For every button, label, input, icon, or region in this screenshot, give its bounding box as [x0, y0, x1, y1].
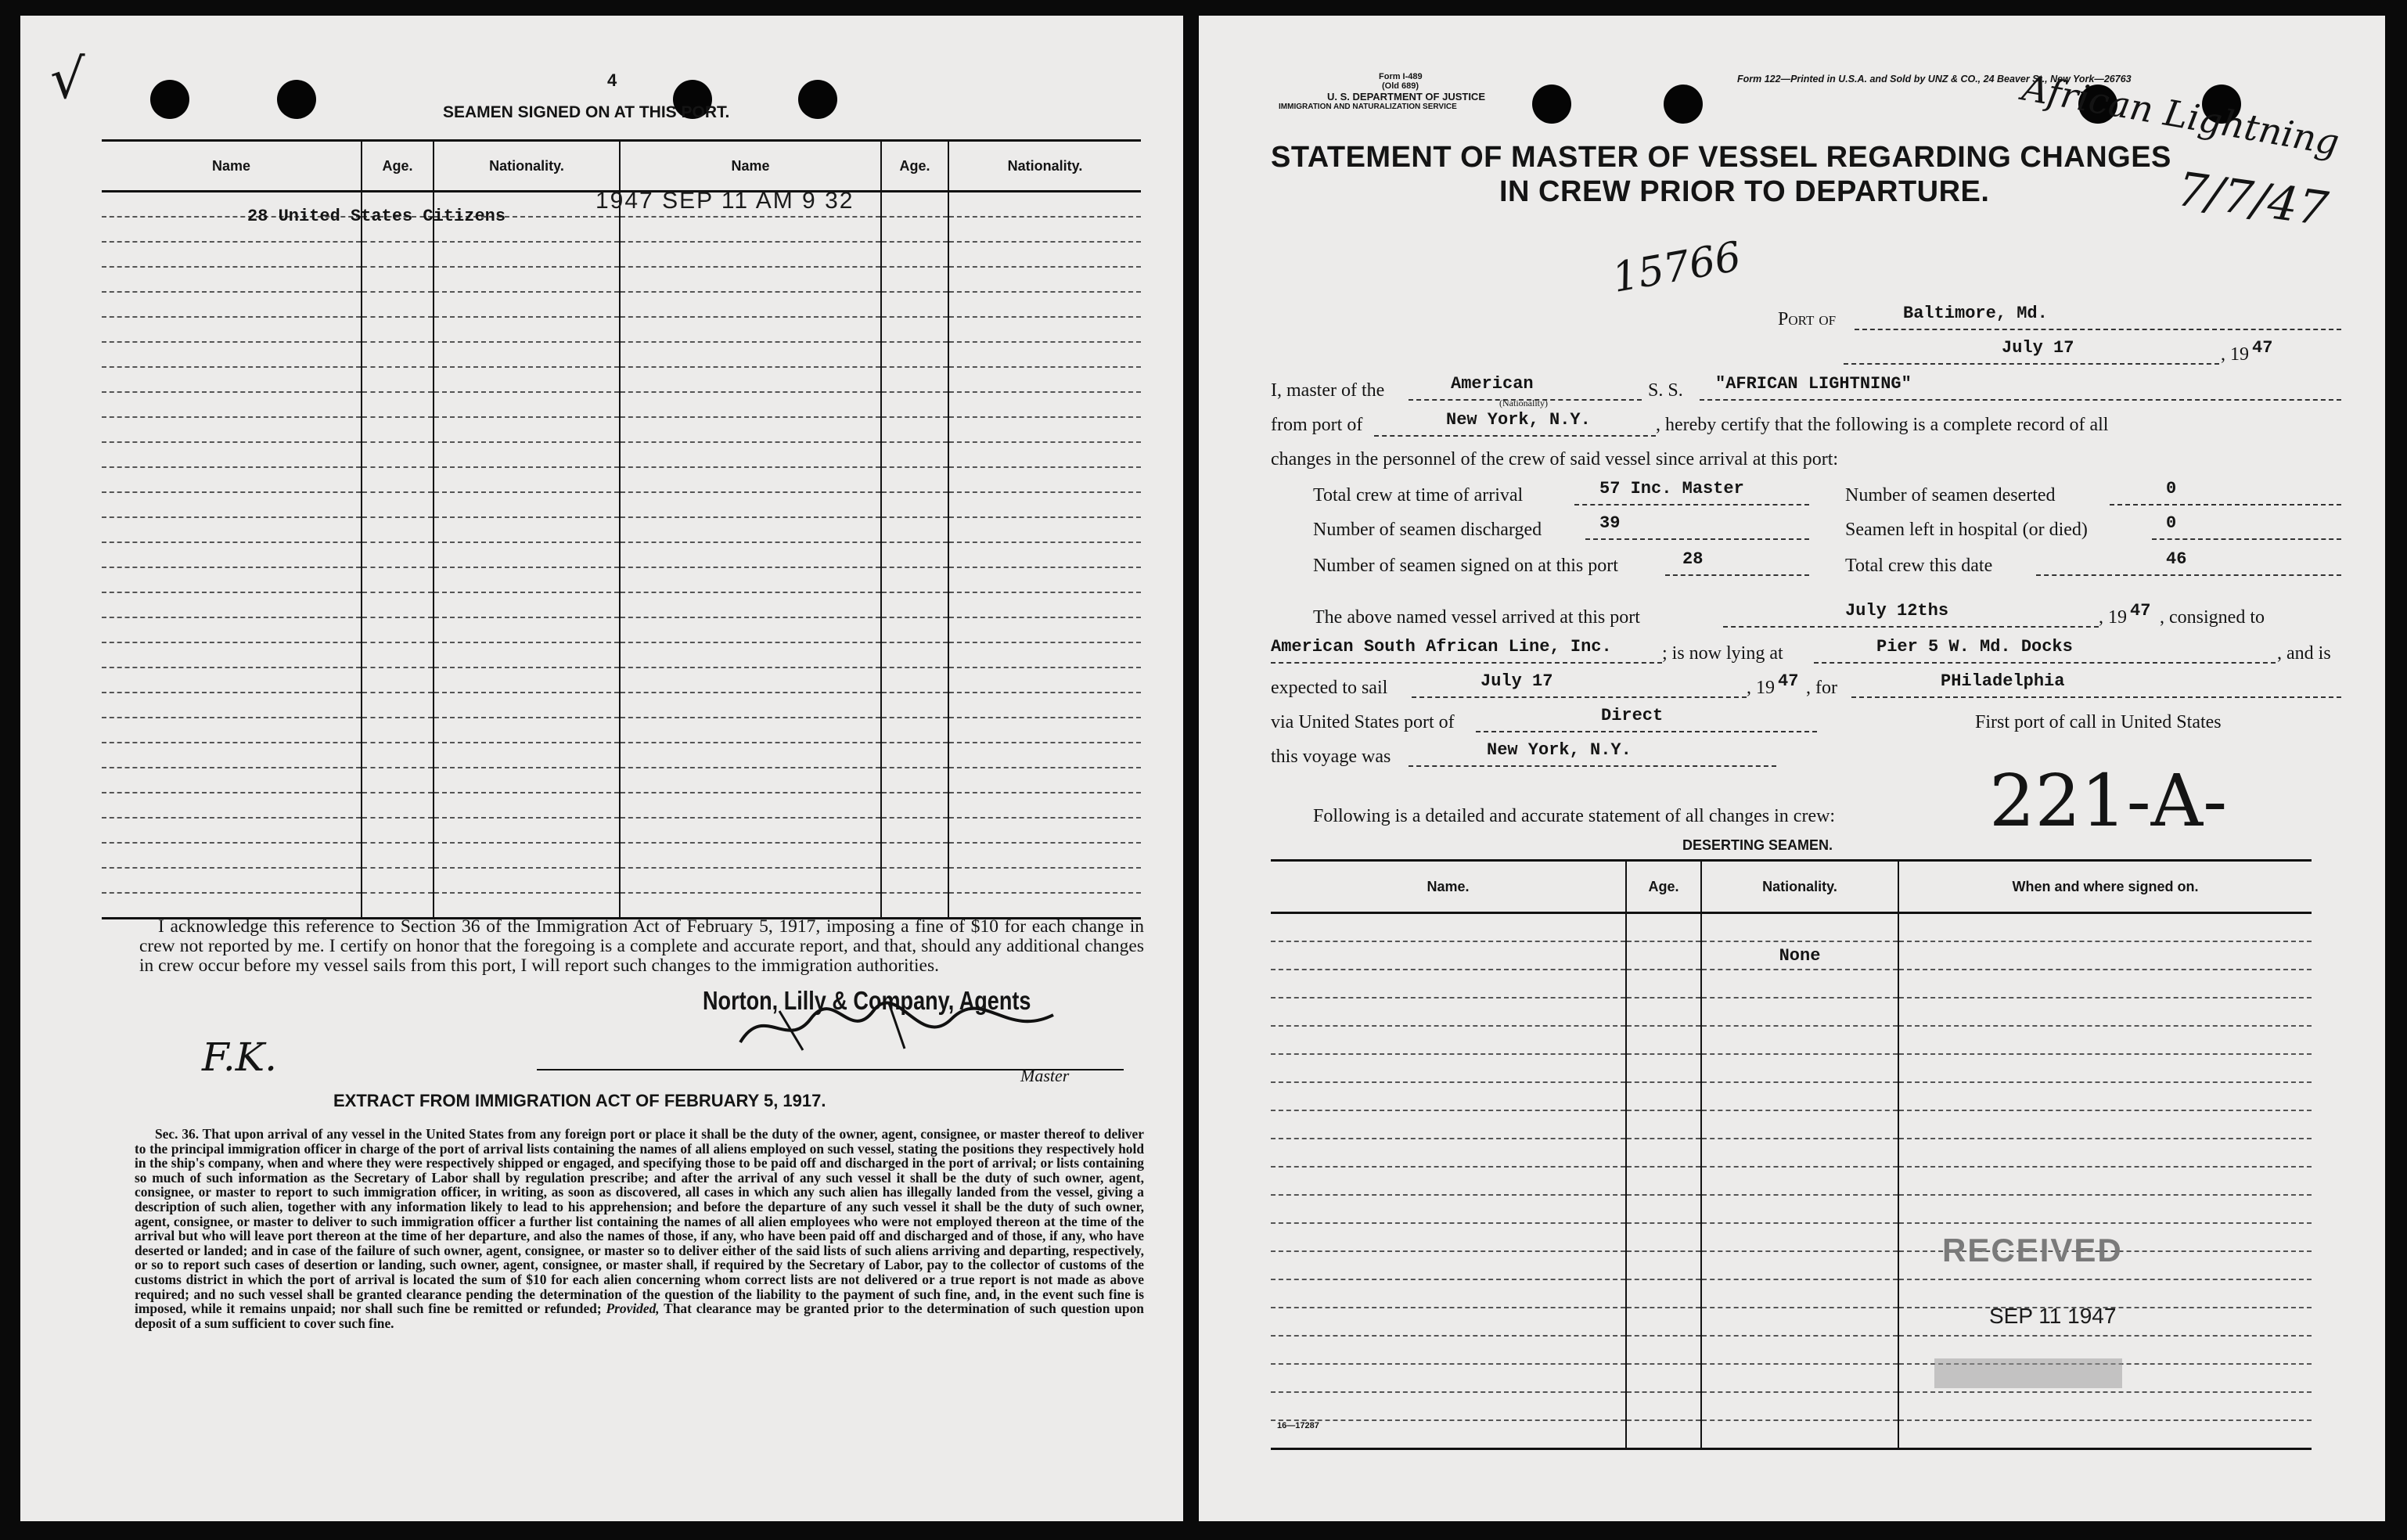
lying-value: Pier 5 W. Md. Docks	[1876, 637, 2073, 657]
column-header: Nationality.	[434, 141, 620, 192]
signed-on-label: Number of seamen signed on at this port	[1313, 556, 1618, 576]
table-row	[102, 517, 1141, 542]
handwritten-number: 15766	[1609, 233, 1745, 302]
table-row	[1271, 1167, 2312, 1195]
voyage-label: this voyage was	[1271, 747, 1391, 767]
date-value: July 17	[2002, 338, 2074, 358]
table-row	[1271, 1279, 2312, 1308]
table-row	[102, 442, 1141, 467]
table-row	[1271, 1054, 2312, 1082]
port-value: Baltimore, Md.	[1903, 304, 2048, 323]
via-label: via United States port of	[1271, 712, 1455, 732]
column-header: Nationality.	[1701, 861, 1898, 913]
service: IMMIGRATION AND NATURALIZATION SERVICE	[1279, 103, 1457, 111]
column-header: Nationality.	[948, 141, 1141, 192]
table-row	[102, 542, 1141, 567]
table-row	[102, 617, 1141, 642]
left-page	[20, 16, 1183, 1521]
table-row	[1271, 1139, 2312, 1167]
deserted-value: 0	[2166, 479, 2177, 498]
sail-value: July 17	[1481, 671, 1553, 691]
via-value: Direct	[1601, 706, 1664, 725]
table-row	[1271, 1392, 2312, 1420]
from-port-label: from port of	[1271, 415, 1363, 435]
table-row	[102, 267, 1141, 292]
punch-hole	[1664, 85, 1703, 124]
ss-label: S. S.	[1648, 380, 1683, 401]
table-row	[102, 342, 1141, 367]
column-header: Name.	[1271, 861, 1626, 913]
punch-hole	[150, 80, 189, 119]
punch-hole	[277, 80, 316, 119]
check-mark: √	[50, 47, 85, 111]
crew-entry: 28 United States Citizens	[247, 207, 506, 226]
and-is-label: , and is	[2277, 643, 2331, 664]
deserting-title: DESERTING SEAMEN.	[1682, 837, 1833, 853]
arrived-value: July 12ths	[1845, 601, 1949, 621]
table-row	[102, 693, 1141, 718]
total-crew-label: Total crew at time of arrival	[1313, 485, 1524, 506]
column-header: Age.	[1626, 861, 1701, 913]
port-label: Port of	[1778, 309, 1837, 329]
form-footer: 16—17287	[1277, 1421, 1319, 1430]
table-row	[102, 743, 1141, 768]
extract-end: That clearance may be granted prior to the determination of such question upon deposit of a sum sufficient to cover such fine.	[135, 1301, 1144, 1331]
department: U. S. DEPARTMENT OF JUSTICE	[1327, 91, 1485, 103]
table-row	[102, 768, 1141, 793]
year-value: 47	[2252, 338, 2273, 358]
table-row	[1271, 1223, 2312, 1251]
table-row	[1271, 1308, 2312, 1336]
punch-hole	[1532, 85, 1571, 124]
hospital-label: Seamen left in hospital (or died)	[1845, 520, 2088, 540]
right-page	[1199, 16, 2385, 1521]
handwritten-date: 7/7/47	[2174, 161, 2332, 238]
table-row	[1271, 1251, 2312, 1279]
destination-value: PHiladelphia	[1941, 671, 2065, 691]
received-date: SEP 11 1947	[1989, 1304, 2117, 1328]
table-row	[1271, 1195, 2312, 1223]
table-row	[102, 467, 1141, 492]
agent-stamp: Norton, Lilly & Company, Agents	[703, 986, 1031, 1015]
master-signature	[732, 995, 1061, 1058]
column-header: Name	[102, 141, 362, 192]
lying-label: ; is now lying at	[1662, 643, 1783, 664]
deserting-seamen-table	[1271, 859, 2312, 1450]
hospital-value: 0	[2166, 513, 2177, 533]
table-row	[102, 367, 1141, 392]
extract-text	[135, 1127, 1144, 1330]
table-row	[102, 592, 1141, 617]
printer-line: Form 122—Printed in U.S.A. and Sold by UNZ & CO., 24 Beaver St., New York—26763	[1737, 74, 2132, 85]
seamen-signed-on-table	[102, 139, 1141, 919]
master-label: Master	[1020, 1066, 1070, 1085]
table-row	[102, 567, 1141, 592]
form-old: (Old 689)	[1382, 81, 1419, 91]
table-row	[102, 417, 1141, 442]
table-row	[1271, 1420, 2312, 1449]
table-row	[102, 317, 1141, 342]
table-row	[102, 292, 1141, 317]
deserted-label: Number of seamen deserted	[1845, 485, 2056, 506]
signed-on-value: 28	[1682, 549, 1704, 569]
date-stamp: 1947 SEP 11 AM 9 32	[595, 188, 855, 214]
table-row	[102, 843, 1141, 868]
table-row	[102, 667, 1141, 693]
arrived-label: The above named vessel arrived at this port	[1313, 607, 1640, 628]
table-row	[102, 868, 1141, 893]
section-title: SEAMEN SIGNED ON AT THIS PORT.	[443, 103, 730, 121]
punch-hole	[798, 80, 837, 119]
discharged-label: Number of seamen discharged	[1313, 520, 1542, 540]
sail-year-prefix: , 19	[1747, 678, 1775, 698]
sail-year-value: 47	[1778, 671, 1799, 691]
received-stamp: RECEIVED	[1942, 1232, 2123, 1268]
extract-body: That upon arrival of any vessel in the United States from any foreign port or place it shall be the duty of the owner, agent, consignee, or master thereof to deliver to the principal immigration officer in charge of the port of arrival lists containing the names of all aliens employed on such vessel, stating the positions they respectively hold in the ship's company, when and where they were respectively shipped or engaged, and specifying those to be paid off and discharged in the port of arrival; or lists containing so much of such information as the Secretary of Labor shall by regulation prescribe; and after the arrival of any such vessel it shall be the duty of such owner, agent, consignee, or master to report to such immigration officer, in writing, as soon as discovered, all cases in which any such alien has illegally landed from the vessel, giving a description of such alien, together with any information likely to lead to his apprehension; and before the departure of any such vessel it shall be the duty of such owner, agent, consignee, or master to deliver to such immigration officer a further list containing the names of all alien employees who were not employed thereon at the time of the arrival but who will leave port thereon at the time of her departure, and also the names of those, if any, who have been paid off and discharged and of those, if any, who have deserted or landed; and in case of the failure of such owner, agent, consignee, or master so to deliver either of the said lists of such aliens arriving and departing, respectively, or so to report such cases of desertion or landing, such owner, agent, consignee, or master shall, if required by the Secretary of Labor, pay to the collector of customs of the customs district in which the port of arrival is located the sum of $10 for each alien concerning whom correct lists are not delivered or a true report is not made as above required; and no such vessel shall be granted clearance pending the determination of the question of the liability to the payment of such fine, and, in the event such fine is imposed, while it remains unpaid; nor shall such fine be remitted or refunded;	[135, 1126, 1144, 1317]
form-title-line1: STATEMENT OF MASTER OF VESSEL REGARDING CHANGES	[1271, 141, 2171, 174]
table-row	[102, 818, 1141, 843]
table-row	[1271, 1026, 2312, 1054]
form-number: Form I-489	[1379, 72, 1423, 81]
ship-name-value: "AFRICAN LIGHTNING"	[1715, 374, 1912, 394]
table-row	[102, 893, 1141, 919]
for-label: , for	[1806, 678, 1837, 698]
table-row	[1271, 1082, 2312, 1110]
table-row	[1271, 1110, 2312, 1139]
nationality-caption: (Nationality)	[1499, 398, 1548, 408]
table-row	[102, 392, 1141, 417]
handwritten-code: 221-A-	[1989, 759, 2228, 843]
year-prefix: , 19	[2221, 344, 2249, 365]
certify-text: , hereby certify that the following is a complete record of all	[1656, 415, 2109, 435]
table-row	[1271, 998, 2312, 1026]
total-today-value: 46	[2166, 549, 2187, 569]
extract-title: EXTRACT FROM IMMIGRATION ACT OF FEBRUARY 5, 1917.	[333, 1091, 826, 1110]
column-header: Age.	[881, 141, 948, 192]
stamp-smudge	[1934, 1358, 2122, 1388]
consigned-label: , consigned to	[2160, 607, 2265, 628]
table-row	[102, 793, 1141, 818]
form-title-line2: IN CREW PRIOR TO DEPARTURE.	[1499, 175, 1990, 208]
none-entry: None	[1701, 941, 1898, 970]
handwritten-ship-name: African Lightning	[2019, 66, 2343, 164]
table-row	[102, 242, 1141, 267]
table-row	[1271, 913, 2312, 942]
master-of-label: I, master of the	[1271, 380, 1385, 401]
table-row	[1271, 1364, 2312, 1392]
first-port-label: First port of call in United States	[1975, 712, 2222, 732]
initials: F.K.	[202, 1034, 278, 1080]
table-row	[1271, 1336, 2312, 1364]
acknowledgment-text: I acknowledge this reference to Section 36 of the Immigration Act of February 5, 1917, imposing a fine of $10 for each change in crew not reported by me. I certify on honor that the foregoing is a complete and accurate report, and that, should any additional changes in crew occur before my vessel sails from this port, I will report such changes to the immigration authorities.	[139, 916, 1144, 976]
table-row	[102, 642, 1141, 667]
column-header: Name	[620, 141, 881, 192]
discharged-value: 39	[1599, 513, 1621, 533]
total-crew-value: 57 Inc. Master	[1599, 479, 1744, 498]
following-text: Following is a detailed and accurate statement of all changes in crew:	[1313, 806, 1836, 826]
expected-label: expected to sail	[1271, 678, 1388, 698]
nationality-value: American	[1451, 374, 1534, 394]
total-today-label: Total crew this date	[1845, 556, 1993, 576]
consignee-value: American South African Line, Inc.	[1271, 637, 1612, 657]
column-header: Age.	[362, 141, 434, 192]
column-header: When and where signed on.	[1898, 861, 2312, 913]
from-port-value: New York, N.Y.	[1446, 410, 1591, 430]
arrived-year-value: 47	[2130, 601, 2151, 621]
arrived-year-prefix: , 19	[2099, 607, 2127, 628]
extract-label: Sec. 36.	[155, 1126, 200, 1142]
changes-text: changes in the personnel of the crew of said vessel since arrival at this port:	[1271, 449, 1839, 470]
table-row	[1271, 941, 2312, 970]
voyage-value: New York, N.Y.	[1487, 740, 1632, 760]
page-number: 4	[607, 70, 617, 90]
table-row	[102, 718, 1141, 743]
table-row	[102, 492, 1141, 517]
table-row	[1271, 970, 2312, 998]
extract-provided: Provided,	[606, 1301, 660, 1317]
